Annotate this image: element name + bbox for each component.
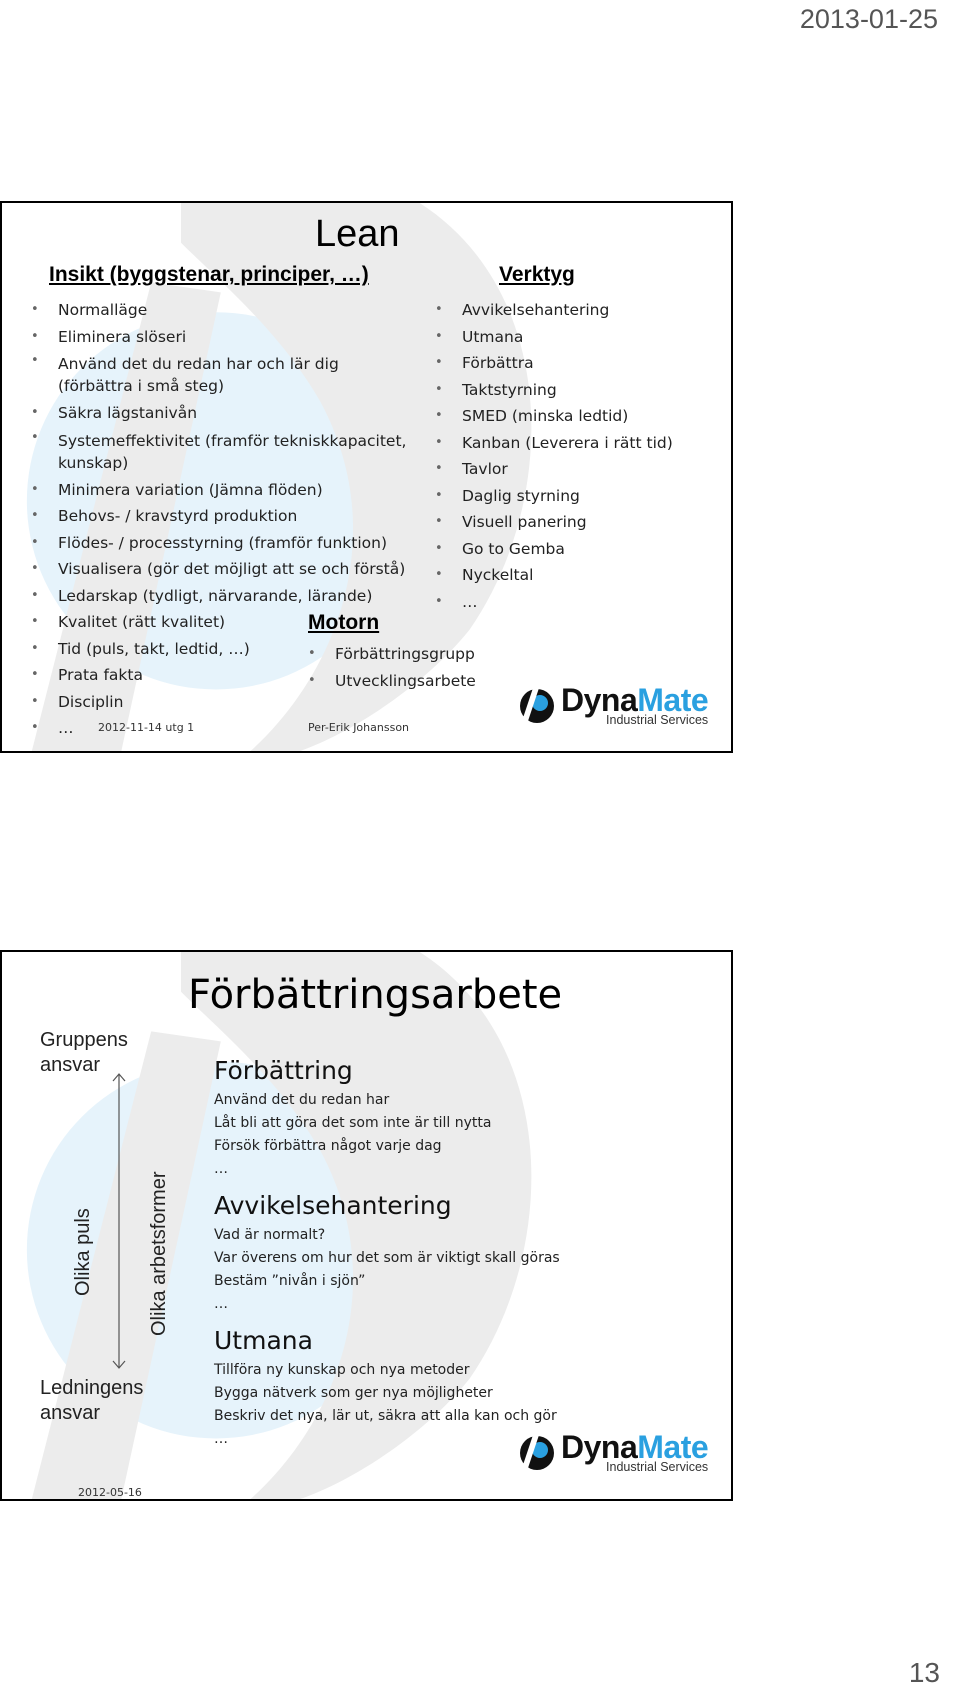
section-line: Beskriv det nya, lär ut, säkra att alla kan och gör xyxy=(214,1408,557,1424)
list-item: • Daglig styrning xyxy=(435,483,725,510)
bottom-label: Ledningens ansvar xyxy=(40,1377,144,1424)
list-item: • Förbättringsgrupp xyxy=(308,641,508,668)
list-item: • Eliminera slöseri xyxy=(31,324,411,351)
list-item: • Systemeffektivitet (framför tekniskkapacitet, kunskap) xyxy=(31,427,411,477)
slide-title: Lean xyxy=(315,213,400,255)
slide-title: Förbättringsarbete xyxy=(188,972,563,1018)
section-line: Försök förbättra något varje dag xyxy=(214,1138,442,1154)
list-item: • … xyxy=(31,715,411,742)
list-item: • Utmana xyxy=(435,324,725,351)
list-item: • Kanban (Leverera i rätt tid) xyxy=(435,430,725,457)
page-date: 2013-01-25 xyxy=(799,4,938,34)
tools-list xyxy=(435,297,725,615)
vertical-label-puls: Olika puls xyxy=(72,1208,94,1296)
logo-name-dyna: Dyna xyxy=(561,682,638,718)
section-heading-forbattring: Förbättring xyxy=(214,1056,353,1085)
dynamate-logo-icon xyxy=(517,1433,557,1473)
logo-subtitle: Industrial Services xyxy=(606,713,709,727)
page-number: 13 xyxy=(908,1657,940,1688)
section-line: Tillföra ny kunskap och nya metoder xyxy=(214,1362,470,1378)
tools-heading: Verktyg xyxy=(499,263,575,286)
list-item: • Taktstyrning xyxy=(435,377,725,404)
logo-subtitle: Industrial Services xyxy=(606,1460,709,1474)
list-item: • Tid (puls, takt, ledtid, …) xyxy=(31,636,411,663)
section-heading-utmana: Utmana xyxy=(214,1326,313,1355)
dynamate-logo xyxy=(517,682,709,727)
logo-name-mate: Mate xyxy=(637,1429,709,1465)
footer-date: 2012-05-16 xyxy=(78,1486,142,1499)
section-line: Vad är normalt? xyxy=(214,1227,326,1243)
list-item: • Disciplin xyxy=(31,689,411,716)
section-line: Bygga nätverk som ger nya möjligheter xyxy=(214,1385,493,1401)
slide-forbattringsarbete xyxy=(0,950,733,1501)
motor-list xyxy=(308,641,508,694)
list-item: • Prata fakta xyxy=(31,662,411,689)
list-item: • SMED (minska ledtid) xyxy=(435,403,725,430)
list-item: • Ledarskap (tydligt, närvarande, lärande) xyxy=(31,583,411,610)
list-item: • Visuell panering xyxy=(435,509,725,536)
list-item: • Utvecklingsarbete xyxy=(308,668,508,695)
insight-heading: Insikt (byggstenar, principer, …) xyxy=(49,263,369,286)
double-arrow xyxy=(112,1072,126,1370)
slide-lean xyxy=(0,201,733,753)
section-line: Använd det du redan har xyxy=(214,1092,390,1108)
top-label: Gruppens ansvar xyxy=(40,1029,128,1076)
section-heading-avvikelsehantering: Avvikelsehantering xyxy=(214,1191,452,1220)
footer-author: Per-Erik Johansson xyxy=(308,721,410,734)
dynamate-logo xyxy=(517,1429,709,1474)
logo-name-mate: Mate xyxy=(637,682,709,718)
footer-date: 2012-11-14 utg 1 xyxy=(98,721,195,734)
list-item: • Visualisera (gör det möjligt att se och förstå) xyxy=(31,556,411,583)
list-item: • Kvalitet (rätt kvalitet) xyxy=(31,609,411,636)
list-item: • Normalläge xyxy=(31,297,411,324)
section-line: Bestäm ”nivån i sjön” xyxy=(214,1273,366,1289)
list-item: • Minimera variation (Jämna flöden) xyxy=(31,477,411,504)
section-line: … xyxy=(214,1431,228,1447)
motor-heading: Motorn xyxy=(308,611,380,634)
dynamate-logo-icon xyxy=(517,686,557,726)
section-line: … xyxy=(214,1296,228,1312)
list-item: • Säkra lägstanivån xyxy=(31,400,411,427)
list-item: • Flödes- / processtyrning (framför funktion) xyxy=(31,530,411,557)
list-item: • Go to Gemba xyxy=(435,536,725,563)
section-line: … xyxy=(214,1161,228,1177)
list-item: • Förbättra xyxy=(435,350,725,377)
list-item: • Nyckeltal xyxy=(435,562,725,589)
list-item: • Tavlor xyxy=(435,456,725,483)
vertical-label-arbetsformer: Olika arbetsformer xyxy=(148,1171,170,1336)
section-line: Låt bli att göra det som inte är till nytta xyxy=(214,1115,492,1131)
list-item: • Använd det du redan har och lär dig (förbättra i små steg) xyxy=(31,350,411,400)
section-line: Var överens om hur det som är viktigt skall göras xyxy=(214,1250,560,1266)
list-item: • Avvikelsehantering xyxy=(435,297,725,324)
list-item: • … xyxy=(435,589,725,616)
logo-name-dyna: Dyna xyxy=(561,1429,638,1465)
list-item: • Behovs- / kravstyrd produktion xyxy=(31,503,411,530)
